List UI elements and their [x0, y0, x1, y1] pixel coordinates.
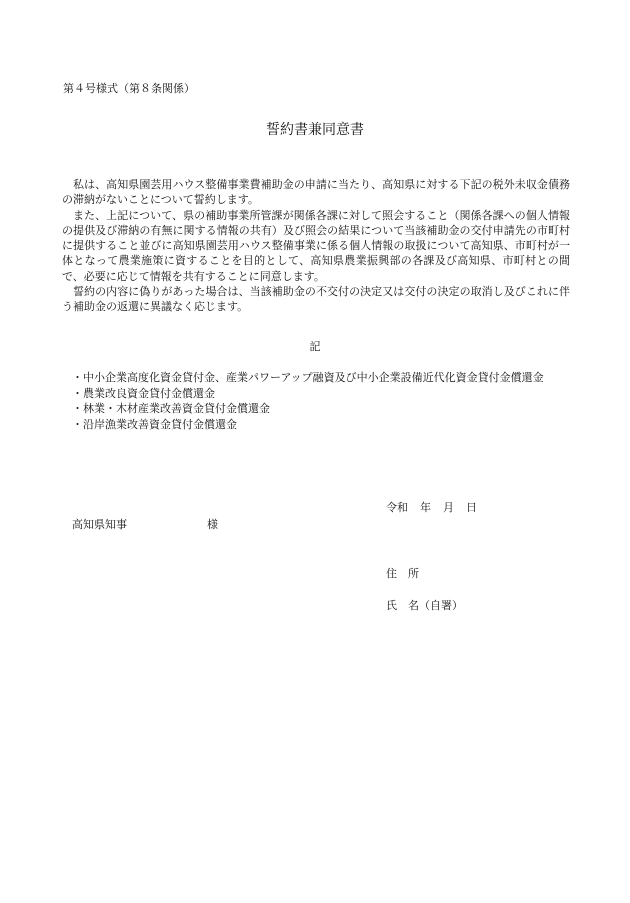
paragraph-refund: 誓約の内容に偽りがあった場合は、当該補助金の不交付の決定又は交付の決定の取消し及びこれに伴う補助金の返還に異議なく応じます。 — [62, 285, 570, 314]
date-era: 令和 — [386, 501, 408, 514]
date-month: 月 — [443, 501, 454, 514]
document-title: 誓約書兼同意書 — [266, 122, 364, 138]
addressee — [72, 516, 218, 532]
date-day: 日 — [466, 501, 477, 514]
body-text — [62, 177, 570, 315]
name-label: 氏 名（自署） — [386, 599, 463, 612]
addressee-name: 高知県知事 — [72, 518, 127, 531]
form-number: 第４号様式（第８条関係） — [63, 82, 195, 95]
paragraph-pledge: 私は、高知県園芸用ハウス整備事業費補助金の申請に当たり、高知県に対する下記の税外未収金債務の滞納がないことについて誓約します。 — [62, 178, 570, 207]
paragraph-consent: また、上記について、県の補助事業所管課が関係各課に対して照会すること（関係各課への個人情報の提供及び滞納の有無に関する情報の共有）及び照会の結果について当該補助金の交付申請先の市町村に提供すること並びに高知県園芸用ハウス整備事業に係る個人情報の取扱について高知県、市町村が一体となって農業施策に資することを目的として、高知県農業振興部の各課及び高知県、市町村との間で、必要に応じて情報を共有することに同意します。 — [62, 208, 570, 283]
list-item: ・沿岸漁業改善資金貸付金償還金 — [72, 417, 237, 431]
address-label: 住 所 — [386, 567, 419, 580]
date-year: 年 — [420, 501, 431, 514]
debt-item-list — [72, 370, 544, 432]
addressee-honorific: 様 — [207, 518, 218, 531]
date-line — [386, 499, 489, 515]
list-item: ・林業・木材産業改善資金貸付金償還金 — [72, 402, 270, 415]
list-item: ・農業改良資金貸付金償還金 — [72, 386, 215, 400]
ki-heading: 記 — [309, 340, 321, 353]
list-item: ・中小企業高度化資金貸付金、産業パワーアップ融資及び中小企業設備近代化資金貸付金償還金 — [72, 371, 544, 384]
